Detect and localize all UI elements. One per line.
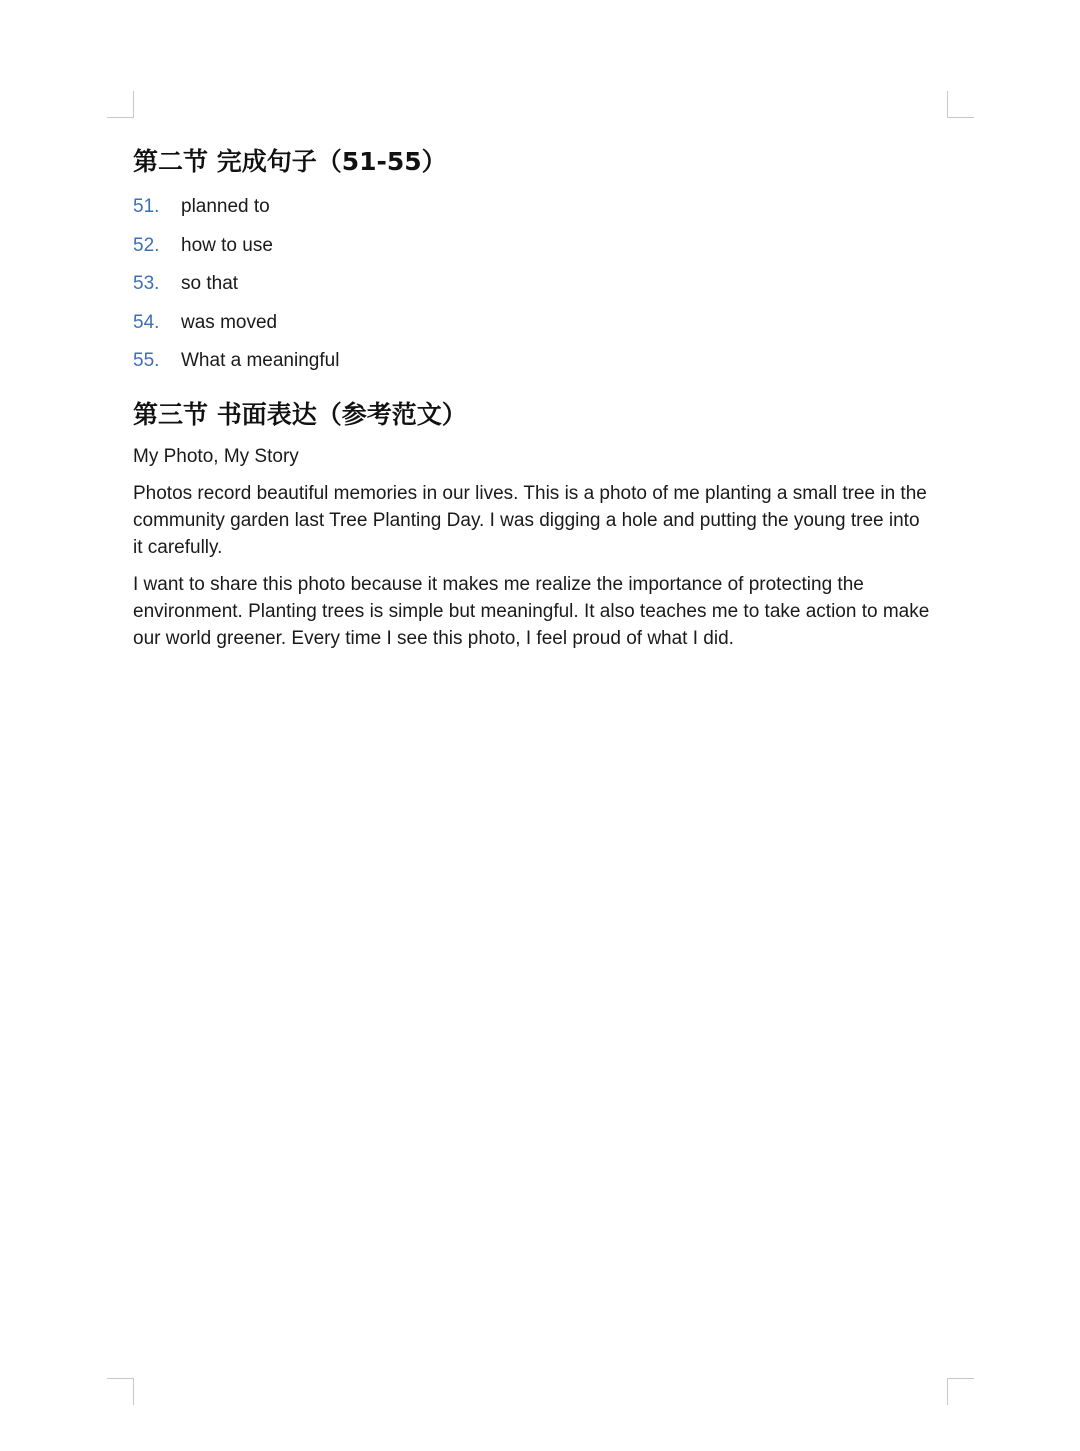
page-content — [133, 142, 933, 662]
answer-number: 55. — [133, 350, 160, 371]
essay-paragraph-1: Photos record beautiful memories in our lives. This is a photo of me planting a small tree in the community garden last Tree Planting Day. I was digging a hole and putting the young tree into it carefully. — [133, 482, 927, 558]
answer-number: 53. — [133, 273, 160, 294]
answer-text: so that — [181, 273, 239, 294]
answer-text: planned to — [181, 196, 270, 217]
crop-mark-top-left — [107, 91, 134, 118]
answer-list — [133, 188, 933, 381]
answer-item — [133, 304, 933, 343]
answer-number: 54. — [133, 311, 160, 333]
answer-text: how to use — [181, 234, 273, 256]
essay-paragraph-2: I want to share this photo because it makes me realize the importance of protecting the environment. Planting trees is simple but meaningful. It also teaches me to take action to make our world greener. Every time I see this photo, I feel proud of what I did. — [133, 573, 930, 649]
crop-mark-bottom-left — [107, 1378, 134, 1405]
crop-mark-bottom-right — [947, 1378, 974, 1405]
answer-number: 52. — [133, 234, 160, 256]
essay-title: My Photo, My Story — [133, 445, 299, 467]
section-3-heading: 第三节 书面表达（参考范文） — [133, 399, 467, 429]
answer-item — [133, 265, 933, 304]
crop-mark-top-right — [947, 91, 974, 118]
answer-item — [133, 342, 933, 381]
answer-text: What a meaningful — [181, 350, 340, 371]
answer-number: 51. — [133, 196, 160, 217]
answer-text: was moved — [181, 311, 278, 333]
answer-item — [133, 188, 933, 227]
answer-item — [133, 227, 933, 266]
section-2-heading: 第二节 完成句子（51-55） — [133, 147, 447, 176]
